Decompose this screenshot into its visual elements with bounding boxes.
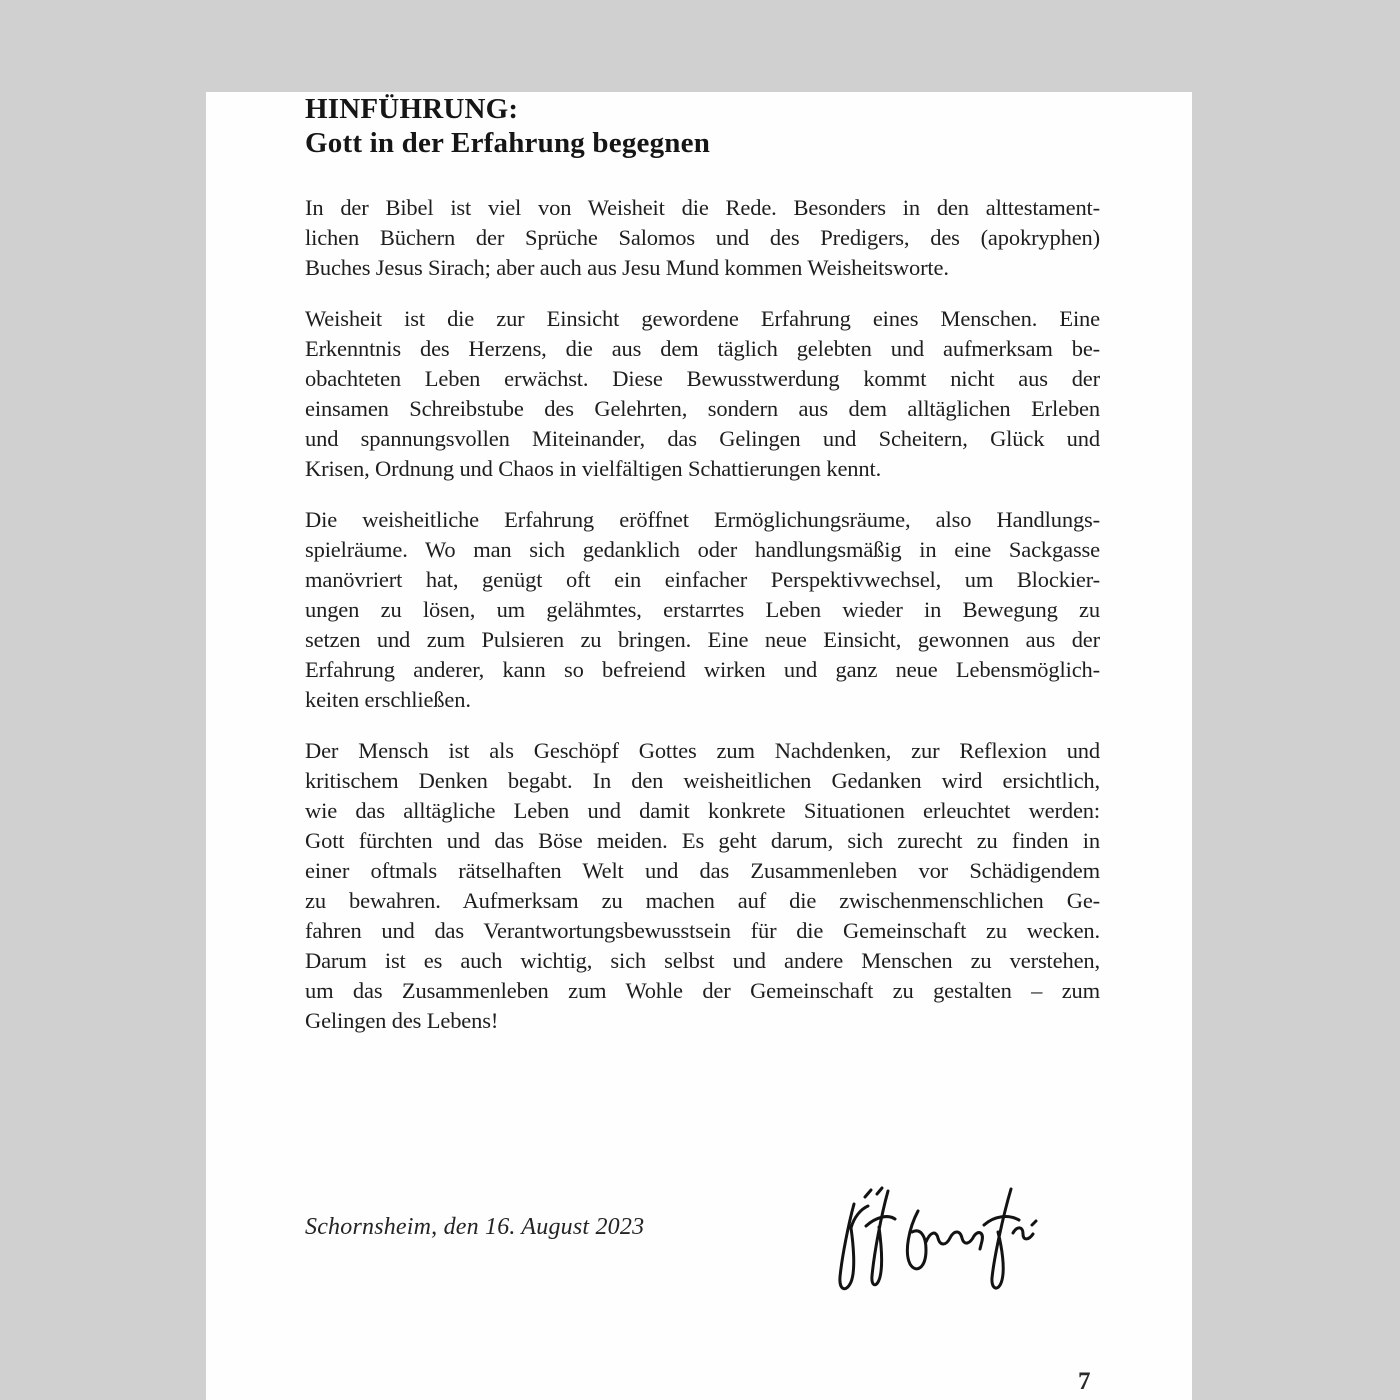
text-line: Der Mensch ist als Geschöpf Gottes zum Nachdenken, zur Reflexion und bbox=[305, 738, 1100, 763]
text-line: In der Bibel ist viel von Weisheit die Rede. Besonders in den alttestament- bbox=[305, 195, 1100, 220]
text-line: zu bewahren. Aufmerksam zu machen auf die zwischenmenschlichen Ge- bbox=[305, 888, 1100, 913]
text-line: lichen Büchern der Sprüche Salomos und des Predigers, des (apokryphen) bbox=[305, 225, 1100, 250]
book-page bbox=[206, 92, 1192, 1400]
paragraph-4 bbox=[305, 736, 1100, 1036]
text-line: Weisheit ist die zur Einsicht gewordene Erfahrung eines Menschen. Eine bbox=[305, 306, 1100, 331]
text-line: um das Zusammenleben zum Wohle der Gemeinschaft zu gestalten – zum bbox=[305, 978, 1100, 1003]
text-line: keiten erschließen. bbox=[305, 687, 471, 712]
text-line: Gelingen des Lebens! bbox=[305, 1008, 499, 1033]
title-line-1: HINFÜHRUNG: bbox=[305, 93, 519, 125]
text-line: fahren und das Verantwortungsbewusstsein für die Gemeinschaft zu wecken. bbox=[305, 918, 1100, 943]
title-line-2: Gott in der Erfahrung begegnen bbox=[305, 127, 711, 159]
text-line: Krisen, Ordnung und Chaos in vielfältigen Schattierungen kennt. bbox=[305, 456, 882, 481]
paragraph-3 bbox=[305, 505, 1100, 715]
text-line: Darum ist es auch wichtig, sich selbst und andere Menschen zu verstehen, bbox=[305, 948, 1100, 973]
text-line: einsamen Schreibstube des Gelehrten, sondern aus dem alltäglichen Erleben bbox=[305, 396, 1100, 421]
text-line: Buches Jesus Sirach; aber auch aus Jesu Mund kommen Weisheitsworte. bbox=[305, 255, 949, 280]
text-line: obachteten Leben erwächst. Diese Bewusstwerdung kommt nicht aus der bbox=[305, 366, 1100, 391]
page-title bbox=[305, 92, 1100, 160]
paragraph-2 bbox=[305, 304, 1100, 484]
text-line: einer oftmals rätselhaften Welt und das Zusammenleben vor Schädigendem bbox=[305, 858, 1100, 883]
text-line: Die weisheitliche Erfahrung eröffnet Ermöglichungsräume, also Handlungs- bbox=[305, 507, 1100, 532]
text-line: spielräume. Wo man sich gedanklich oder handlungsmäßig in eine Sackgasse bbox=[305, 537, 1100, 562]
text-line: wie das alltägliche Leben und damit konkrete Situationen erleuchtet werden: bbox=[305, 798, 1100, 823]
text-line: und spannungsvollen Miteinander, das Gelingen und Scheitern, Glück und bbox=[305, 426, 1100, 451]
text-line: kritischem Denken begabt. In den weisheitlichen Gedanken wird ersichtlich, bbox=[305, 768, 1100, 793]
body-text bbox=[305, 193, 1100, 1036]
text-line: Gott fürchten und das Böse meiden. Es geht darum, sich zurecht zu finden in bbox=[305, 828, 1100, 853]
text-line: Erfahrung anderer, kann so befreiend wirken und ganz neue Lebensmöglich- bbox=[305, 657, 1100, 682]
text-line: Erkenntnis des Herzens, die aus dem täglich gelebten und aufmerksam be- bbox=[305, 336, 1100, 361]
page-number: 7 bbox=[1078, 1368, 1091, 1395]
text-line: manövriert hat, genügt oft ein einfacher Perspektivwechsel, um Blockier- bbox=[305, 567, 1100, 592]
text-line: ungen zu lösen, um gelähmtes, erstarrtes Leben wieder in Bewegung zu bbox=[305, 597, 1100, 622]
text-line: setzen und zum Pulsieren zu bringen. Eine neue Einsicht, gewonnen aus der bbox=[305, 627, 1100, 652]
paragraph-1 bbox=[305, 193, 1100, 283]
handwritten-signature bbox=[824, 1180, 1049, 1305]
dateline: Schornsheim, den 16. August 2023 bbox=[305, 1214, 645, 1240]
